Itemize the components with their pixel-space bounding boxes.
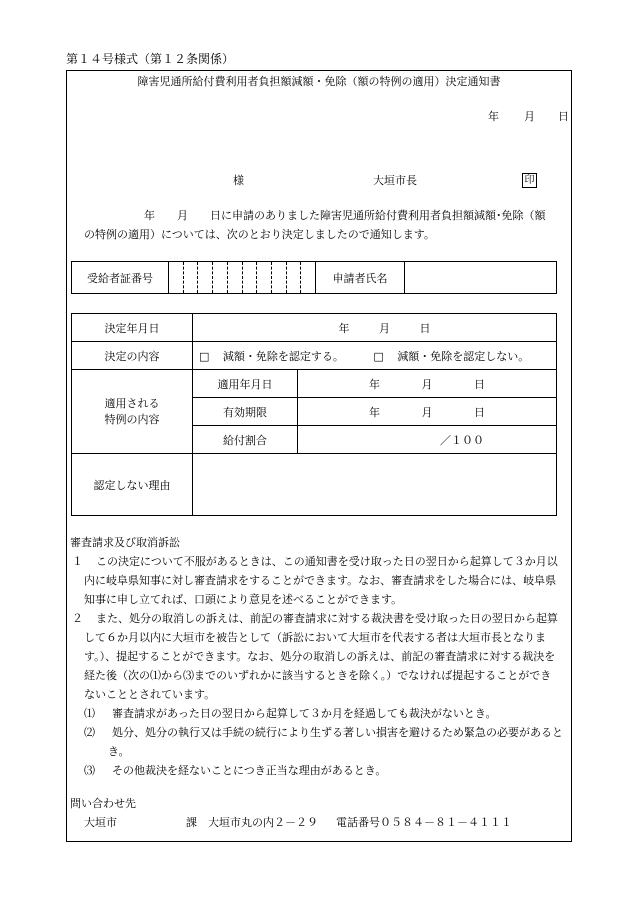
ratio-label: 給付割合	[193, 426, 298, 454]
contact-address: 大垣市丸の内２－２９	[208, 816, 318, 829]
decision-day: 日	[419, 321, 431, 335]
apply-month: 月	[421, 377, 433, 391]
ratio-text: ／１００	[440, 433, 484, 447]
contact-city: 大垣市	[84, 816, 117, 829]
contact-heading: 問い合わせ先	[70, 797, 136, 810]
recipient-table	[71, 261, 557, 294]
valid-period-label: 有効期限	[193, 398, 298, 426]
sub3-number: ⑶	[84, 764, 95, 777]
item1-line-1: この決定について不服があるときは、この通知書を受け取った日の翌日から起算して３か月以	[96, 555, 558, 568]
deny-checkbox[interactable]: □	[373, 349, 384, 363]
valid-period-value[interactable]	[298, 398, 557, 426]
apply-date-value[interactable]	[298, 370, 557, 398]
valid-month: 月	[421, 405, 433, 419]
contact-dept-suffix: 課	[186, 816, 197, 829]
valid-day: 日	[474, 405, 485, 419]
intro-line-2: の特例の適用）については、次のとおり決定しましたので通知します。	[84, 228, 435, 241]
special-content-label	[72, 370, 193, 454]
issue-day: 日	[558, 110, 569, 123]
valid-year: 年	[369, 405, 380, 419]
item1-number: １	[72, 555, 83, 568]
item2-line-3: す。）、提起することができます。なお、処分の取消しの訴えは、前記の審査請求に対する裁決を	[84, 650, 556, 663]
decision-date-label: 決定年月日	[72, 314, 193, 342]
decision-content-label: 決定の内容	[72, 342, 193, 370]
sub1-text: 審査請求があった日の翌日から起算して３か月を経過しても裁決がないとき。	[112, 707, 497, 720]
reason-field[interactable]	[193, 454, 557, 516]
sub2-line-1: 処分、処分の執行又は手続の続行により生ずる著しい損害を避けるため緊急の必要があると	[112, 726, 563, 739]
item2-line-2: して６か月以内に大垣市を被告として（訴訟において大垣市を代表する者は大垣市長となりま	[84, 631, 546, 644]
applicant-name-label: 申請者氏名	[316, 262, 405, 294]
issue-month: 月	[524, 110, 535, 123]
apply-date-label: 適用年月日	[193, 370, 298, 398]
decision-month: 月	[379, 321, 390, 335]
item1-line-3: 知事に申し立てれば、口頭により意見を述べることができます。	[84, 593, 403, 606]
sub1-number: ⑴	[84, 707, 95, 720]
ratio-value[interactable]	[298, 426, 557, 454]
item2-line-5: ないこととされています。	[84, 688, 216, 701]
decision-table	[71, 313, 557, 516]
seal-mark: 印	[522, 173, 537, 188]
item2-line-4: 経た後（次の⑴から⑶までのいずれかに該当するときを除く。）でなければ提起することができ	[84, 669, 552, 682]
item1-line-2: 内に岐阜県知事に対し審査請求をすることができます。なお、審査請求をした場合には、岐阜県	[84, 574, 557, 587]
recipient-number-label: 受給者証番号	[72, 262, 169, 294]
sub3-text: その他裁決を経ないことにつき正当な理由があるとき。	[112, 764, 387, 777]
decision-date-value[interactable]	[193, 314, 557, 342]
item2-line-1: また、処分の取消しの訴えは、前記の審査請求に対する裁決書を受け取った日の翌日から起算	[96, 612, 558, 625]
notice-heading: 審査請求及び取消訴訟	[70, 536, 180, 549]
special-label-line-2: 特例の内容	[104, 412, 160, 426]
recipient-number-cells[interactable]	[169, 262, 316, 294]
addressee-suffix: 様	[233, 174, 244, 187]
apply-year: 年	[369, 377, 380, 391]
approve-option-label: 減額・免除を認定する。	[222, 349, 344, 363]
issue-year: 年	[488, 110, 499, 123]
intro-line-1: 年 月 日に申請のありました障害児通所給付費利用者負担額減額･免除（額	[144, 209, 546, 222]
sub2-number: ⑵	[84, 726, 95, 739]
sub2-line-2: き。	[108, 745, 130, 758]
applicant-name-field[interactable]	[405, 262, 557, 294]
decision-year: 年	[338, 321, 350, 335]
deny-option-label: 減額・免除を認定しない。	[397, 349, 530, 363]
apply-day: 日	[474, 377, 485, 391]
document-title: 障害児通所給付費利用者負担額減額・免除（額の特例の適用）決定通知書	[137, 75, 501, 88]
reason-label: 認定しない理由	[72, 454, 193, 516]
approve-checkbox[interactable]: □	[199, 349, 210, 363]
form-number: 第１４号様式（第１２条関係）	[66, 52, 235, 66]
special-label-line-1: 適用される	[104, 396, 160, 410]
decision-content-value	[193, 342, 557, 370]
item2-number: ２	[72, 612, 83, 625]
contact-phone: 電話番号０５８４－８１－４１１１	[336, 816, 512, 829]
issuer-name: 大垣市長	[373, 174, 417, 187]
